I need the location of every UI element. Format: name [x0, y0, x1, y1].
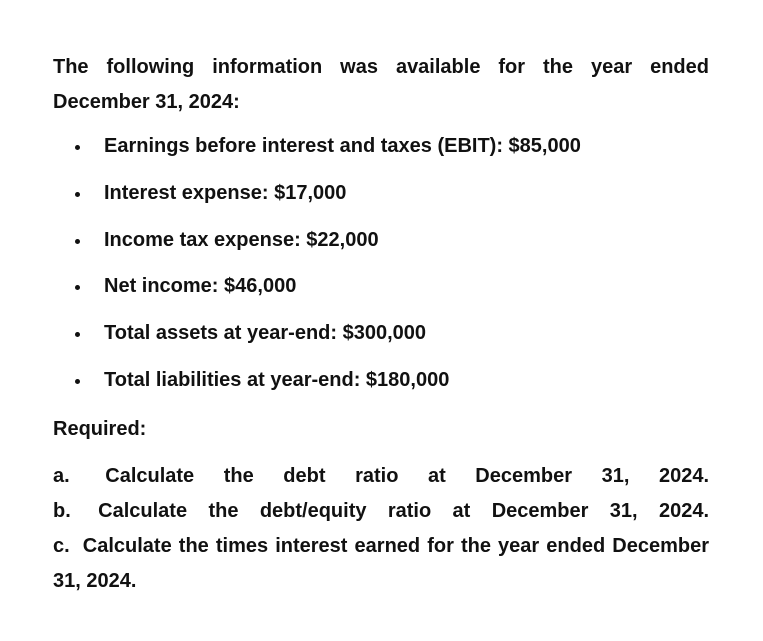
bullet-icon: [75, 239, 80, 244]
list-item: [53, 132, 709, 179]
bullet-icon: [75, 145, 80, 150]
task-b: [53, 494, 709, 529]
bullet-icon: [75, 192, 80, 197]
fact-text: Net income: $46,000: [104, 275, 297, 298]
list-item: [53, 319, 709, 366]
fact-text: Income tax expense: $22,000: [104, 228, 379, 251]
fact-text: Total liabilities at year-end: $180,000: [104, 368, 450, 391]
list-item: [53, 179, 709, 226]
task-label: a.: [53, 464, 70, 487]
fact-text: Earnings before interest and taxes (EBIT): $85,000: [104, 135, 581, 157]
task-text: Calculate the times interest earned for the year ended December 31, 2024.: [53, 534, 709, 592]
list-item: [53, 272, 709, 319]
required-heading: Required:: [53, 417, 147, 440]
task-label: c.: [53, 534, 70, 557]
task-a: [53, 459, 709, 494]
task-c: [53, 529, 709, 599]
bullet-icon: [75, 379, 80, 384]
problem-document: [53, 50, 709, 599]
task-text: Calculate the debt ratio at December 31, 2024.: [105, 464, 709, 487]
task-label: b.: [53, 499, 71, 522]
facts-list: [53, 132, 709, 413]
list-item: [53, 366, 709, 413]
task-text: Calculate the debt/equity ratio at December 31, 2024.: [98, 499, 710, 522]
bullet-icon: [75, 332, 80, 337]
bullet-icon: [75, 285, 80, 290]
intro-paragraph: The following information was available for the year ended December 31, 2024:: [53, 56, 709, 113]
list-item: [53, 226, 709, 273]
fact-text: Total assets at year-end: $300,000: [104, 322, 427, 345]
fact-text: Interest expense: $17,000: [104, 181, 347, 204]
